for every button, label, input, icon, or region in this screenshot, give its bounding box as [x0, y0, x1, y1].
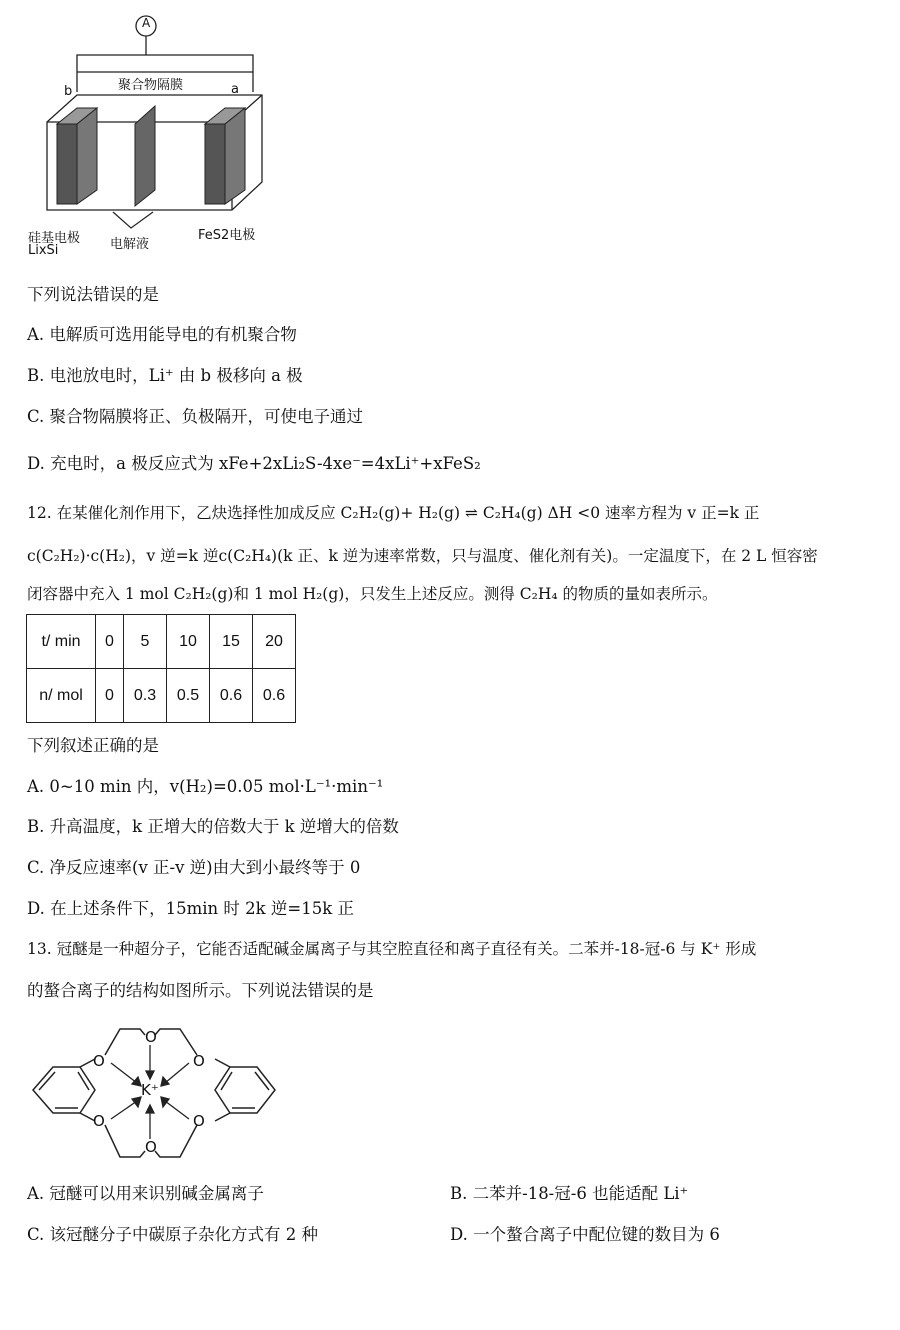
q12-option-d: D. 在上述条件下，15min 时 2k 逆=15k 正 [27, 899, 354, 918]
oxygen-bottom: O [145, 1138, 157, 1156]
left-electrode-label: 硅基电极 [28, 231, 81, 246]
q11-option-a: A. 电解质可选用能导电的有机聚合物 [27, 325, 297, 344]
q12-stem: 下列叙述正确的是 [27, 736, 159, 755]
q13-option-a: A. 冠醚可以用来识别碱金属离子 [27, 1184, 264, 1203]
q12-line-1: 12. 在某催化剂作用下，乙炔选择性加成反应 C₂H₂(g)+ H₂(g) ⇌ C₂H₄(g) ΔH <0 速率方程为 v 正=k 正 [27, 504, 760, 522]
row-label-n: n/ mol [27, 669, 96, 723]
q12-line-2: c(C₂H₂)·c(H₂)，v 逆=k 逆c(C₂H₄)(k 正、k 逆为速率常数，只与温度、催化剂有关)。一定温度下，在 2 L 恒容密 [27, 547, 818, 565]
table-cell: 20 [253, 615, 296, 669]
ammeter-label: A [142, 16, 151, 30]
row-label-t: t/ min [27, 615, 96, 669]
q13-line-2: 的螯合离子的结构如图所示。下列说法错误的是 [27, 981, 374, 1000]
table-cell: 0 [96, 669, 124, 723]
q11-option-b: B. 电池放电时，Li⁺ 由 b 极移向 a 极 [27, 366, 303, 385]
right-electrode-label: FeS2电极 [198, 228, 256, 243]
table-cell: 5 [124, 615, 167, 669]
q11-option-c: C. 聚合物隔膜将正、负极隔开，可使电子通过 [27, 407, 364, 426]
table-cell: 0 [96, 615, 124, 669]
table-cell: 15 [210, 615, 253, 669]
table-cell: 0.5 [167, 669, 210, 723]
table-row [27, 669, 296, 723]
table-cell: 0.3 [124, 669, 167, 723]
potassium-ion: K⁺ [141, 1081, 159, 1099]
left-electrode-formula: LixSi [28, 243, 59, 258]
q12-option-c: C. 净反应速率(v 正-v 逆)由大到小最终等于 0 [27, 858, 361, 877]
c2h4-amount-table [26, 614, 296, 723]
q13-line-1: 13. 冠醚是一种超分子，它能否适配碱金属离子与其空腔直径和离子直径有关。二苯并-18-冠-6 与 K⁺ 形成 [27, 940, 757, 958]
q11-stem: 下列说法错误的是 [27, 285, 159, 304]
label-a: a [231, 82, 239, 97]
q13-option-d: D. 一个螯合离子中配位键的数目为 6 [450, 1225, 720, 1244]
q13-option-b: B. 二苯并-18-冠-6 也能适配 Li⁺ [450, 1184, 689, 1203]
q13-option-c: C. 该冠醚分子中碳原子杂化方式有 2 种 [27, 1225, 319, 1244]
oxygen-lower-right: O [193, 1112, 205, 1130]
q12-line-3: 闭容器中充入 1 mol C₂H₂(g)和 1 mol H₂(g)，只发生上述反应。测得 C₂H₄ 的物质的量如表所示。 [27, 585, 718, 603]
membrane-label: 聚合物隔膜 [118, 78, 184, 93]
q12-option-b: B. 升高温度，k 正增大的倍数大于 k 逆增大的倍数 [27, 817, 399, 836]
oxygen-lower-left: O [93, 1112, 105, 1130]
oxygen-upper-left: O [93, 1052, 105, 1070]
oxygen-top: O [145, 1028, 157, 1046]
table-cell: 0.6 [253, 669, 296, 723]
label-b: b [64, 84, 73, 99]
oxygen-upper-right: O [193, 1052, 205, 1070]
electrolyte-label: 电解液 [110, 237, 150, 252]
table-cell: 0.6 [210, 669, 253, 723]
table-cell: 10 [167, 615, 210, 669]
q11-option-d: D. 充电时，a 极反应式为 xFe+2xLi₂S-4xe⁻=4xLi⁺+xFeS₂ [27, 454, 481, 473]
q12-option-a: A. 0~10 min 内，v(H₂)=0.05 mol·L⁻¹·min⁻¹ [27, 777, 384, 796]
table-row [27, 615, 296, 669]
